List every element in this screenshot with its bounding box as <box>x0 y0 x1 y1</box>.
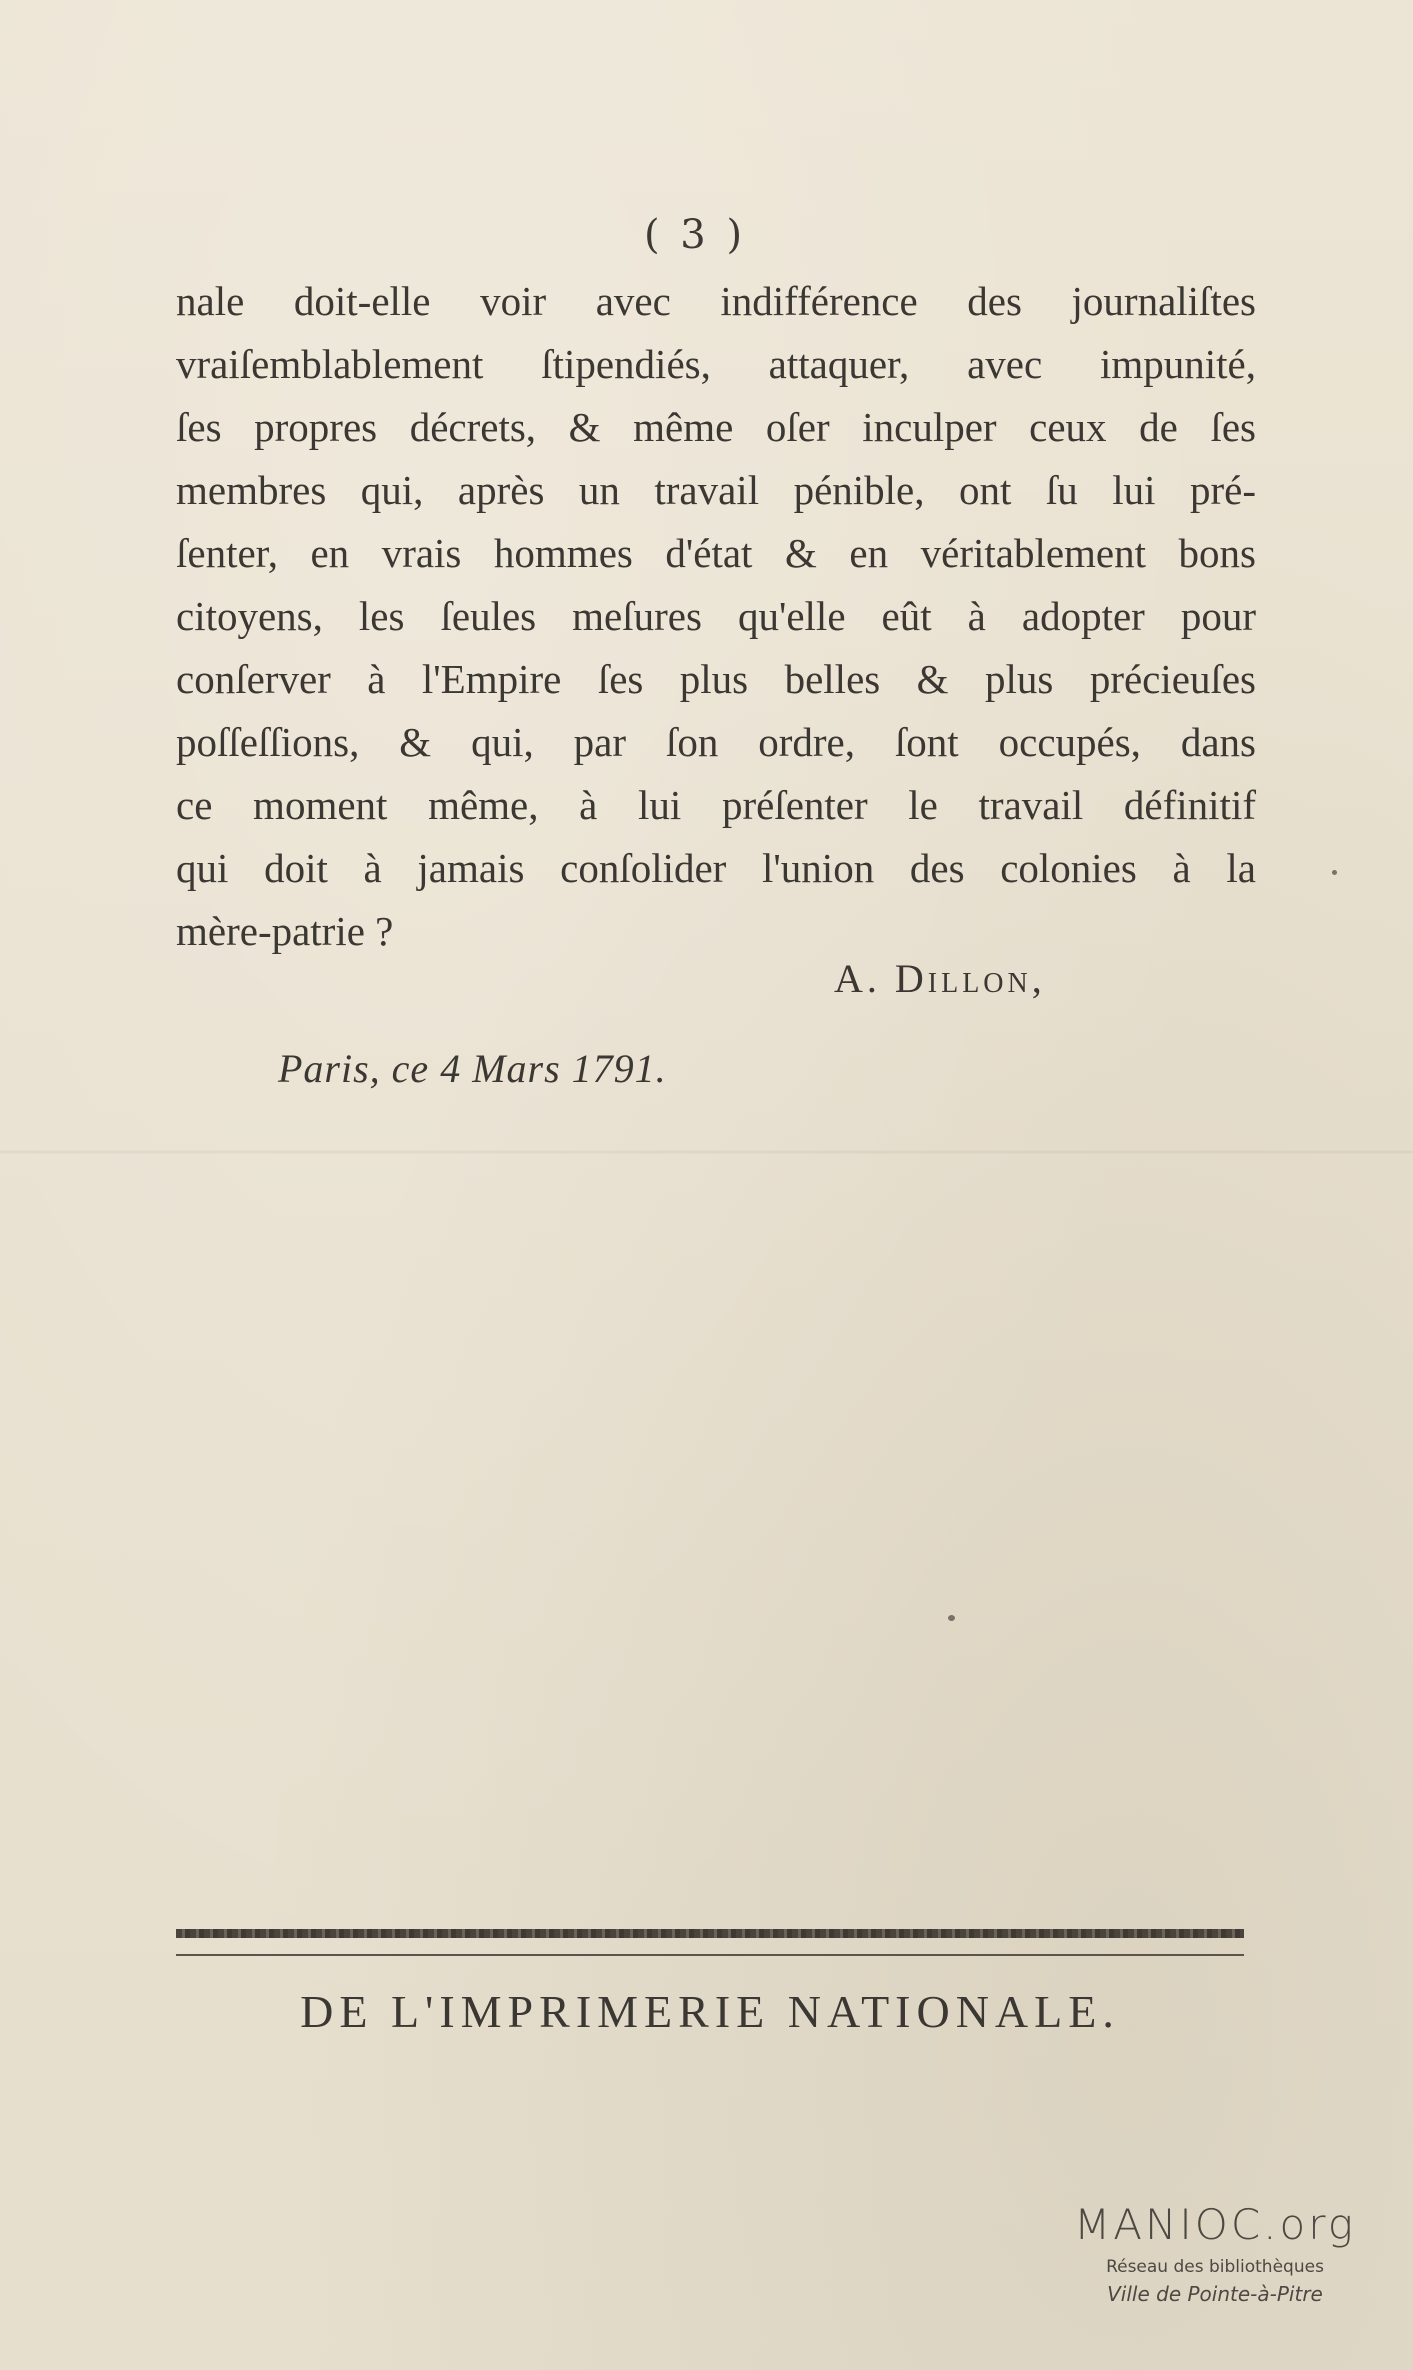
text-line: nale doit-elle voir avec indifférence des journaliſtes <box>176 278 1256 324</box>
watermark-network: Réseau des bibliothèques <box>1106 2257 1324 2277</box>
text-line: vraiſemblablement ſtipendiés, attaquer, avec impunité, <box>176 341 1256 387</box>
page-fold-shadow <box>0 1150 1413 1154</box>
dateline: Paris, ce 4 Mars 1791. <box>278 1046 667 1091</box>
text-line: ſenter, en vrais hommes d'état & en véritablement bons <box>176 530 1256 576</box>
signature: A. Dillon, <box>834 956 1046 1001</box>
manioc-logo: MANIOC.org <box>1074 2200 1356 2249</box>
text-line: ſes propres décrets, & même oſer inculper ceux de ſes <box>176 404 1256 450</box>
thin-rule <box>176 1954 1244 1956</box>
paper-speck <box>1332 870 1337 875</box>
text-line: poſſeſſions, & qui, par ſon ordre, ſont occupés, dans <box>176 719 1256 765</box>
watermark-city: Ville de Pointe-à-Pitre <box>1107 2282 1323 2306</box>
text-line: membres qui, après un travail pénible, ont ſu lui pré- <box>176 467 1256 513</box>
ornamental-rule <box>176 1929 1244 1938</box>
text-line: citoyens, les ſeules meſures qu'elle eût à adopter pour <box>176 593 1256 639</box>
text-line: mère-patrie ? <box>176 908 394 954</box>
printer-imprint: DE L'IMPRIMERIE NATIONALE. <box>300 1986 1120 2037</box>
body-text <box>176 270 1256 963</box>
text-line: ce moment même, à lui préſenter le travail définitif <box>176 782 1256 828</box>
text-line: conſerver à l'Empire ſes plus belles & plus précieuſes <box>176 656 1256 702</box>
paper-speck <box>948 1615 955 1621</box>
text-line: qui doit à jamais conſolider l'union des colonies à la <box>176 845 1256 891</box>
library-watermark <box>1035 2200 1395 2308</box>
page-number: ( 3 ) <box>643 212 747 258</box>
